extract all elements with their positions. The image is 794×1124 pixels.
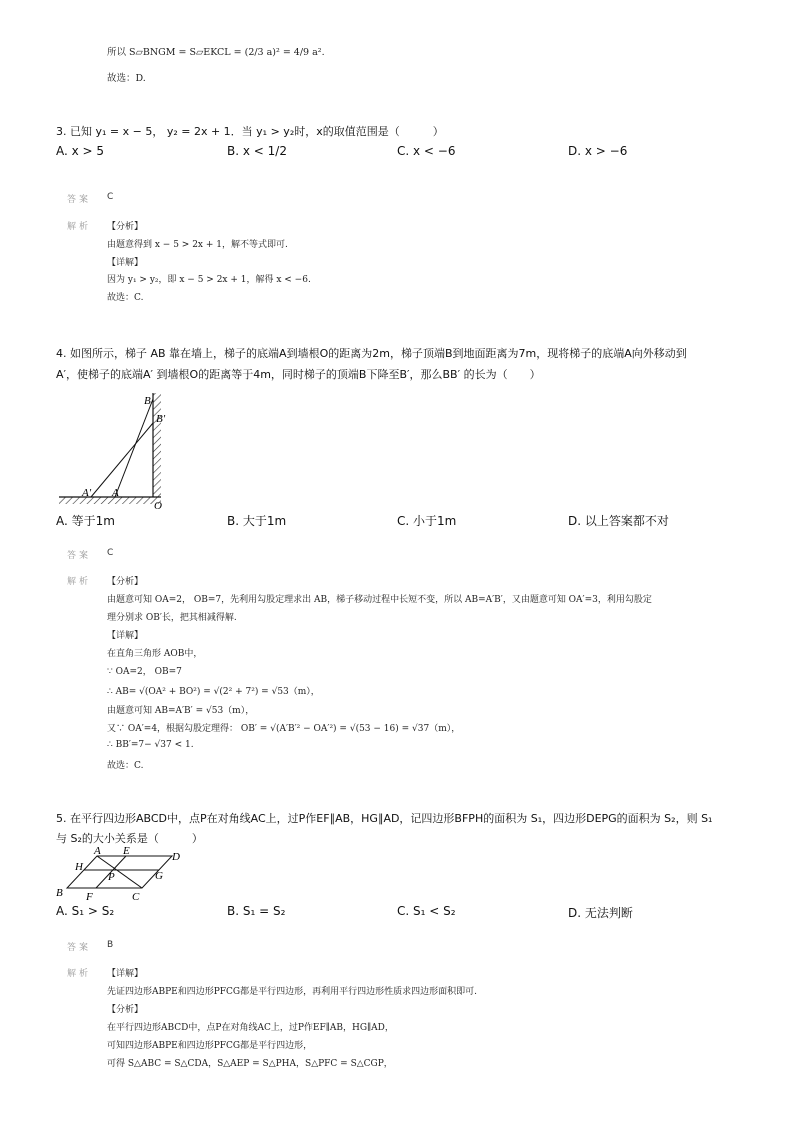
top-line-1: 所以 S▱BNGM = S▱EKCL = (2/3 a)² = 4/9 a².: [107, 47, 325, 58]
top-line-2: 故选：D.: [107, 73, 146, 84]
q4-answer-label: 答案: [67, 551, 92, 561]
q4-analysis-1: 【分析】: [107, 577, 144, 587]
q3-option-b: B. x < 1/2: [227, 144, 287, 158]
q3-analysis-label: 解析: [67, 222, 92, 232]
q4-analysis-10: ∴ BB′=7− √37 < 1.: [107, 740, 194, 750]
q4-stem-line-2: A′，使梯子的底端A′ 到墙根O的距离等于4m，同时梯子的顶端B下降至B′，那么BB′ 的长为（ ）: [56, 368, 541, 381]
q5-stem-line-1: 5. 在平行四边形ABCD中，点P在对角线AC上，过P作EF∥AB，HG∥AD，记四边形BFPH的面积为 S₁，四边形DEPG的面积为 S₂，则 S₁: [56, 812, 713, 825]
q3-option-a: A. x > 5: [56, 144, 105, 158]
q3-analysis-4: 因为 y₁ > y₂，即 x − 5 > 2x + 1，解得 x < −6.: [107, 275, 311, 285]
q3-analysis-1: 【分析】: [107, 222, 144, 232]
q5-option-b: B. S₁ = S₂: [227, 904, 286, 918]
label-o: O: [154, 500, 162, 512]
q4-analysis-2: 由题意可知 OA=2， OB=7，先利用勾股定理求出 AB，梯子移动过程中长短不变，所以 AB=A′B′，又由题意可知 OA′=3，利用勾股定: [107, 595, 652, 605]
ground-hatch: [59, 497, 161, 504]
q5-analysis-4: 在平行四边形ABCD中，点P在对角线AC上，过P作EF∥AB，HG∥AD，: [107, 1023, 394, 1033]
q4-stem-line-1: 4. 如图所示，梯子 AB 靠在墙上，梯子的底端A到墙根O的距离为2m，梯子顶端B到地面距离为7m，现将梯子的底端A向外移动到: [56, 347, 687, 360]
q3-answer: C: [107, 192, 114, 202]
wall-hatch: [153, 393, 161, 497]
diagonal-ac: [97, 856, 142, 888]
q4-answer: C: [107, 548, 114, 558]
ladder-figure: [55, 387, 180, 512]
q3-option-d: D. x > −6: [568, 144, 628, 158]
q4-analysis-8: 由题意可知 AB=A′B′ = √53（m），: [107, 706, 255, 716]
q3-analysis-2: 由题意得到 x − 5 > 2x + 1，解不等式即可.: [107, 240, 288, 250]
q4-option-a: A. 等于1m: [56, 514, 115, 528]
q5-stem-line-2: 与 S₂的大小关系是（ ）: [56, 832, 203, 845]
label-a: A: [94, 845, 101, 857]
q3-stem: 3. 已知 y₁ = x − 5， y₂ = 2x + 1．当 y₁ > y₂时，x的取值范围是（ ）: [56, 125, 444, 138]
label-a: A: [112, 487, 119, 499]
q3-analysis-5: 故选：C.: [107, 293, 144, 303]
label-e: E: [123, 845, 130, 857]
q5-analysis-6: 可得 S△ABC = S△CDA，S△AEP = S△PHA，S△PFC = S△CGP，: [107, 1059, 393, 1069]
ladder-ab: [115, 399, 153, 497]
q4-analysis-3: 理分别求 OB′长，把其相减得解.: [107, 613, 237, 623]
q4-analysis-4: 【详解】: [107, 631, 144, 641]
q5-analysis-3: 【分析】: [107, 1005, 144, 1015]
ladder-a-prime-b-prime: [91, 423, 153, 497]
q5-option-a: A. S₁ > S₂: [56, 904, 115, 918]
q5-analysis-label: 解析: [67, 969, 92, 979]
q4-analysis-6: ∵ OA=2， OB=7: [107, 667, 182, 677]
label-b: B: [56, 887, 63, 899]
q4-analysis-11: 故选：C.: [107, 761, 144, 771]
q5-option-d: D. 无法判断: [568, 906, 633, 920]
q5-answer-label: 答案: [67, 943, 92, 953]
q3-answer-label: 答案: [67, 195, 92, 205]
q4-analysis-9: 又∵ OA′=4，根据勾股定理得： OB′ = √(A′B′² − OA′²) = √(53 − 16) = √37（m），: [107, 724, 461, 734]
label-b-prime: B′: [156, 413, 166, 425]
q4-option-d: D. 以上答案都不对: [568, 514, 669, 528]
q5-analysis-5: 可知四边形ABPE和四边形PFCG都是平行四边形，: [107, 1041, 313, 1051]
label-g: G: [155, 870, 163, 882]
label-a-prime: A′: [82, 487, 92, 499]
parallelogram-figure: [52, 844, 187, 904]
q5-answer: B: [107, 940, 114, 950]
q5-analysis-2: 先证四边形ABPE和四边形PFCG都是平行四边形，再利用平行四边形性质求四边形面积即可.: [107, 987, 477, 997]
q4-option-b: B. 大于1m: [227, 514, 287, 528]
label-d: D: [172, 851, 180, 863]
label-b: B: [144, 395, 151, 407]
q4-analysis-5: 在直角三角形 AOB中，: [107, 649, 203, 659]
q4-analysis-label: 解析: [67, 577, 92, 587]
q3-option-c: C. x < −6: [397, 144, 456, 158]
label-h: H: [75, 861, 83, 873]
label-p: P: [108, 871, 115, 883]
q5-analysis-1: 【详解】: [107, 969, 144, 979]
q4-option-c: C. 小于1m: [397, 514, 457, 528]
q5-option-c: C. S₁ < S₂: [397, 904, 456, 918]
q4-analysis-7: ∴ AB= √(OA² + BO²) = √(2² + 7²) = √53（m），: [107, 687, 320, 697]
label-f: F: [86, 891, 93, 903]
label-c: C: [132, 891, 140, 903]
q3-analysis-3: 【详解】: [107, 258, 144, 268]
